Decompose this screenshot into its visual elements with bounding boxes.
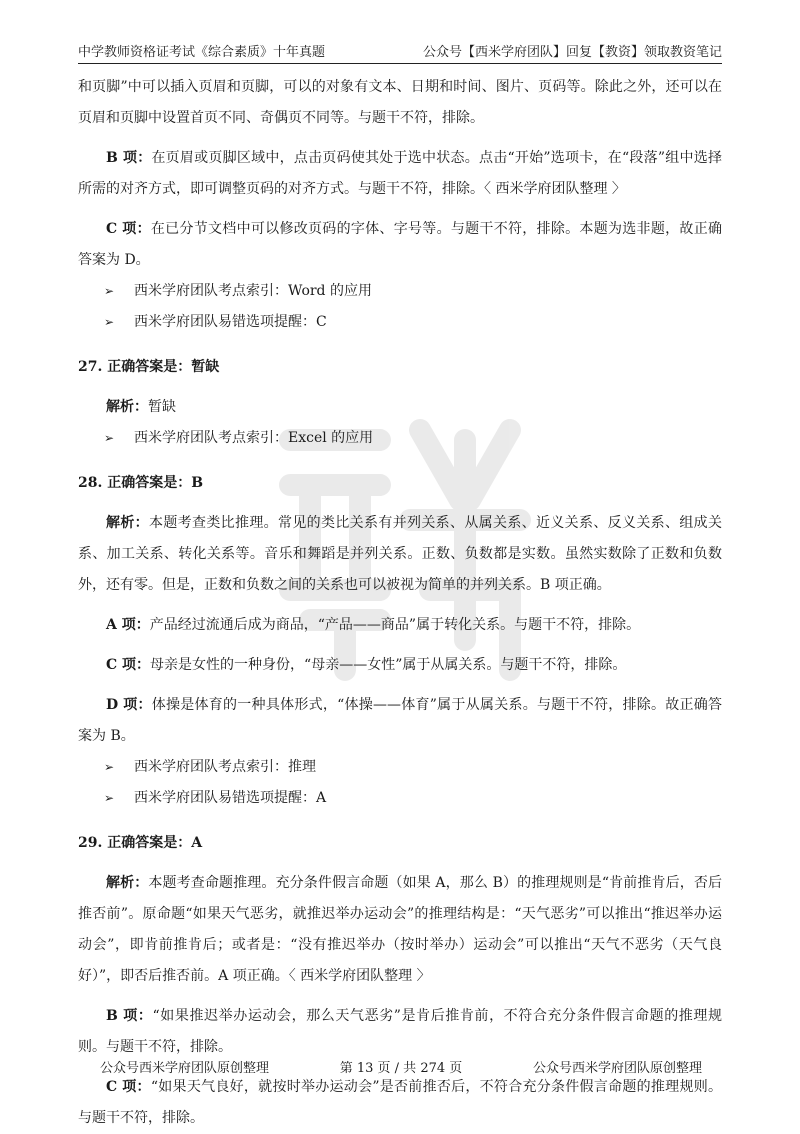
page-number: 第 13 页 / 共 274 页 [339, 1061, 463, 1076]
bullet-item [78, 783, 722, 814]
arrow-bullet-icon: ➢ [104, 791, 115, 805]
paragraph-continued: 和页脚”中可以插入页眉和页脚，可以的对象有文本、日期和时间、图片、页码等。除此之外，还可以在页眉和页脚中设置首页不同、奇偶页不同等。与题干不符，排除。 [78, 79, 722, 126]
question-27-analysis [78, 392, 722, 423]
header-right: 公众号【西米学府团队】回复【教资】领取教资笔记 [422, 45, 722, 60]
option-label: C 项： [106, 1079, 151, 1095]
option-text: 母亲是女性的一种身份，“母亲——女性”属于从属关系。与题干不符，排除。 [150, 657, 627, 673]
option-a-paragraph [78, 610, 722, 641]
bullet-item [78, 307, 722, 338]
option-b-paragraph [78, 143, 722, 205]
bullet-text: 西米学府团队考点索引：推理 [134, 759, 316, 775]
option-text: 在页眉或页脚区域中，点击页码使其处于选中状态。点击“开始”选项卡，在“段落”组中选择所需的对齐方式，即可调整页码的对齐方式。与题干不符，排除。〈 西米学府团队整理 〉 [78, 150, 722, 197]
option-label: B 项： [106, 1008, 153, 1024]
analysis-text: 本题考查命题推理。充分条件假言命题（如果 A，那么 B）的推理规则是“肯前推肯后，否后推否前”。原命题“如果天气恶劣，就推迟举办运动会”的推理结构是：“天气恶劣”可以推出“推迟举办运动会”，即肯前推肯后；或者是：“没有推迟举办（按时举办）运动会”可以推出“天气不恶劣（天气良好）”，即否后推否前。A 项正确。〈 西米学府团队整理 〉 [78, 875, 722, 984]
option-c-paragraph [78, 650, 722, 681]
option-text: 体操是体育的一种具体形式，“体操——体育”属于从属关系。与题干不符，排除。故正确答案为 B。 [78, 697, 723, 744]
arrow-bullet-icon: ➢ [104, 284, 115, 298]
bullet-item [78, 423, 722, 454]
question-29-answer: 29. 正确答案是：A [78, 835, 203, 851]
watermark-text: 西米学府 [270, 375, 335, 394]
analysis-text: 暂缺 [148, 399, 176, 415]
option-label: A 项： [106, 617, 150, 633]
option-label: C 项： [106, 221, 151, 237]
analysis-label: 解析： [106, 399, 148, 415]
analysis-text: 本题考查类比推理。常见的类比关系有并列关系、从属关系、近义关系、反义关系、组成关系、加工关系、转化关系等。音乐和舞蹈是并列关系。正数、负数都是实数。虽然实数除了正数和负数外，还有零。但是，正数和负数之间的关系也可以被视为简单的并列关系。B 项正确。 [78, 515, 722, 593]
option-label: D 项： [106, 697, 152, 713]
page-header [78, 38, 722, 64]
page-body [78, 72, 722, 1134]
arrow-bullet-icon: ➢ [104, 431, 115, 445]
option-c-paragraph [78, 214, 722, 276]
arrow-bullet-icon: ➢ [104, 315, 115, 329]
bullet-text: 西米学府团队考点索引：Excel 的应用 [134, 430, 374, 446]
arrow-bullet-icon: ➢ [104, 760, 115, 774]
option-text: “如果推迟举办运动会，那么天气恶劣”是肯后推肯前，不符合充分条件假言命题的推理规则。与题干不符，排除。 [78, 1008, 722, 1055]
option-text: 产品经过流通后成为商品，“产品——商品”属于转化关系。与题干不符，排除。 [149, 617, 641, 633]
option-text: 在已分节文档中可以修改页码的字体、字号等。与题干不符，排除。本题为选非题，故正确答案为 D。 [78, 221, 722, 268]
question-28-answer: 28. 正确答案是：B [78, 475, 204, 491]
page-footer [100, 1057, 702, 1076]
bullet-item [78, 276, 722, 307]
option-c-paragraph [78, 1072, 722, 1134]
bullet-text: 西米学府团队考点索引：Word 的应用 [134, 283, 372, 299]
footer-left: 公众号西米学府团队原创整理 [100, 1061, 270, 1076]
question-27-answer: 27. 正确答案是：暂缺 [78, 359, 220, 375]
bullet-text: 西米学府团队易错选项提醒：C [134, 314, 327, 330]
option-b-paragraph [78, 1001, 722, 1063]
bullet-text: 西米学府团队易错选项提醒：A [134, 790, 327, 806]
option-text: “如果天气良好，就按时举办运动会”是否前推否后，不符合充分条件假言命题的推理规则。与题干不符，排除。 [78, 1079, 722, 1126]
question-28-analysis [78, 508, 722, 601]
option-label: B 项： [106, 150, 152, 166]
bullet-item [78, 752, 722, 783]
footer-right: 公众号西米学府团队原创整理 [532, 1061, 702, 1076]
analysis-label: 解析： [106, 875, 149, 891]
question-29-analysis [78, 868, 722, 992]
analysis-label: 解析： [106, 515, 149, 531]
header-left: 中学教师资格证考试《综合素质》十年真题 [78, 45, 326, 60]
option-d-paragraph [78, 690, 722, 752]
option-label: C 项： [106, 657, 151, 673]
